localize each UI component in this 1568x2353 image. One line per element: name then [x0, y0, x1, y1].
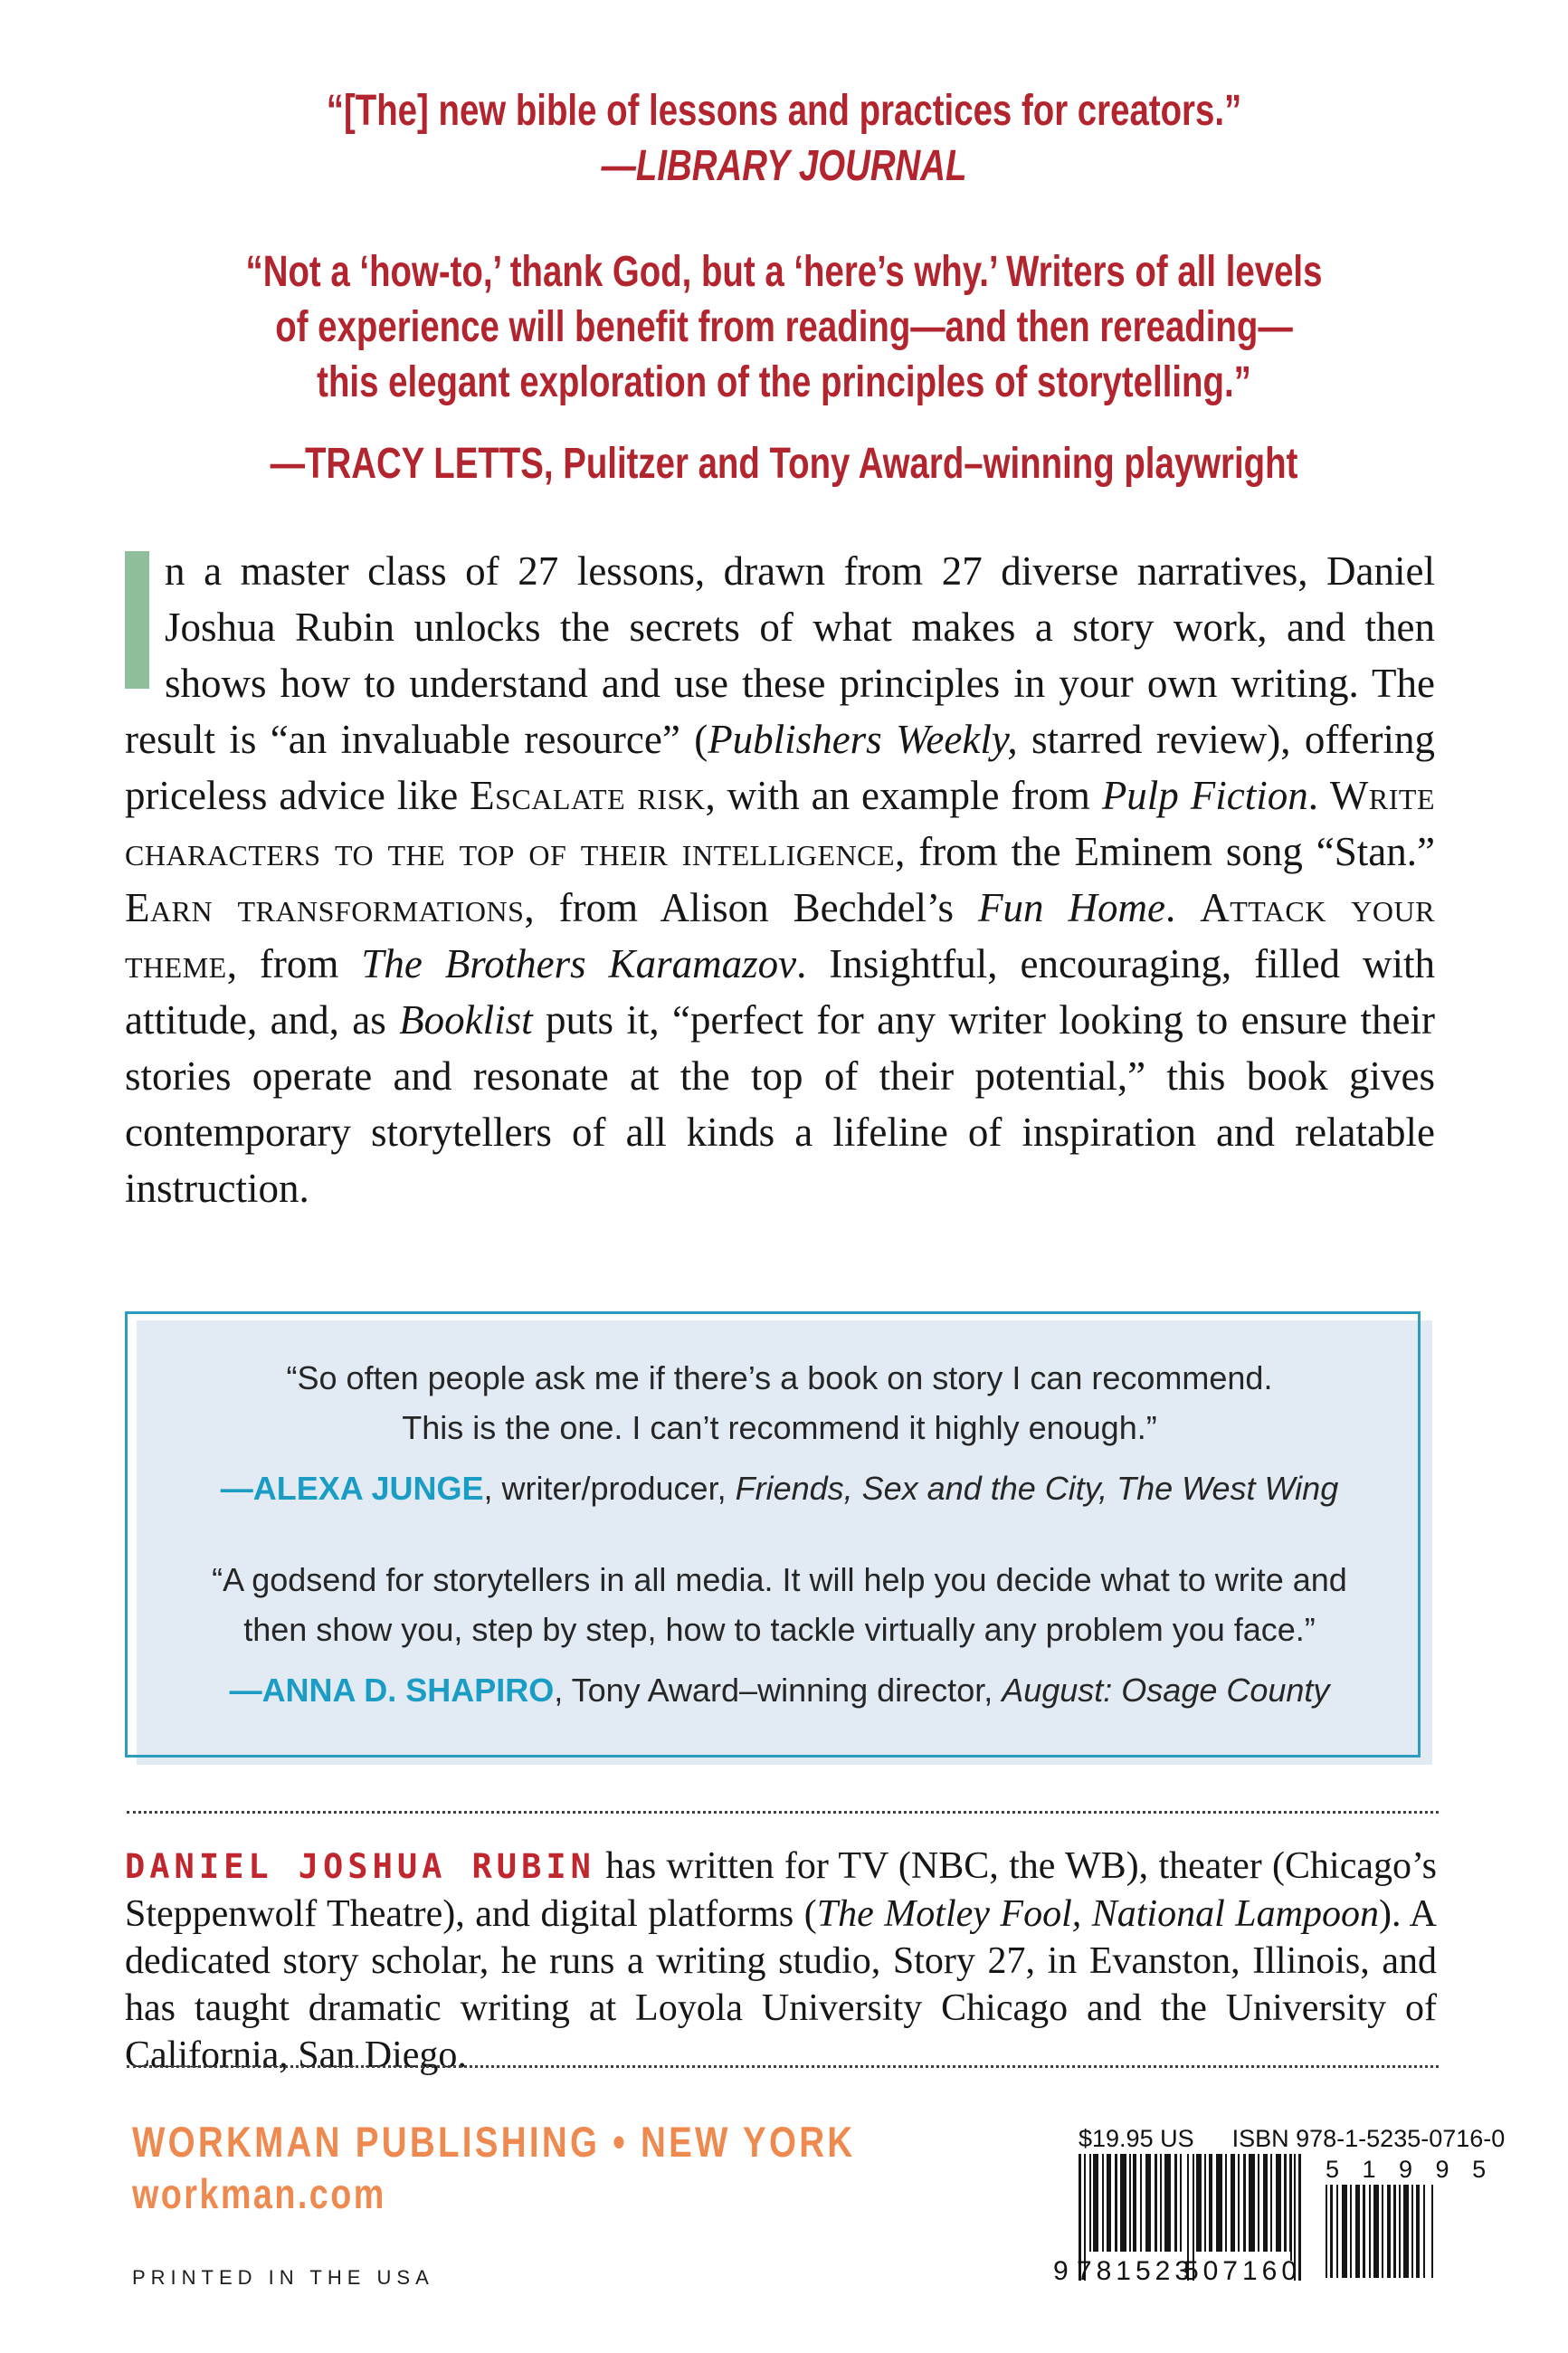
- price-label: $19.95 US: [1079, 2125, 1194, 2152]
- description-text: starred review), offering priceless advice like: [125, 717, 1435, 818]
- quote2-line: of experience will benefit from reading—and then rereading—: [275, 303, 1293, 351]
- barcode-digits-left: 781523: [1076, 2256, 1195, 2282]
- dotted-divider: [127, 1811, 1439, 1814]
- description-text: , from the Eminem song “Stan.”: [895, 829, 1435, 874]
- endorsement-box-content: [143, 1311, 1416, 1715]
- endorser-name: —ANNA D. SHAPIRO: [229, 1672, 555, 1709]
- description-text: .: [1165, 885, 1201, 930]
- barcode-digits-right: 507160: [1183, 2256, 1302, 2282]
- description-text: Publishers Weekly,: [708, 717, 1018, 762]
- quote1-attribution: —LIBRARY JOURNAL: [601, 142, 967, 190]
- publisher-website: workman.com: [132, 2170, 386, 2217]
- author-name: DANIEL JOSHUA RUBIN: [125, 1847, 595, 1886]
- quote1-line: “[The] new bible of lessons and practices for creators.”: [326, 87, 1242, 135]
- endorsement-quote-line: then show you, step by step, how to tackle virtually any problem you face.”: [243, 1611, 1316, 1648]
- author-bio: [125, 1843, 1437, 2079]
- description-principle: Escalate risk: [470, 773, 706, 818]
- endorsement-quote-line: This is the one. I can’t recommend it highly enough.”: [402, 1409, 1157, 1446]
- addon-digits: 5 1 9 9 5: [1326, 2156, 1495, 2183]
- description-principle: Earn transformations: [125, 885, 525, 930]
- book-description: [125, 543, 1435, 1216]
- endorsement-box: [125, 1311, 1434, 1765]
- quote2-line: this elegant exploration of the principles of storytelling.”: [317, 358, 1251, 406]
- publisher-line: WORKMAN PUBLISHING • NEW YORK: [132, 2118, 856, 2166]
- endorser-credits: August: Osage County: [1002, 1672, 1330, 1709]
- dropcap-i-bar: [125, 551, 149, 689]
- endorsement-attribution: [143, 1463, 1416, 1513]
- endorser-credits: Friends, Sex and the City, The West Wing: [735, 1470, 1339, 1507]
- endorsement-quote-line: “A godsend for storytellers in all media. It will help you decide what to write and: [212, 1561, 1347, 1598]
- description-text: , from: [226, 941, 362, 986]
- spacer: [157, 194, 1411, 244]
- description-principle: Attack your theme: [125, 885, 1435, 986]
- printed-in-usa-label: PRINTED IN THE USA: [132, 2266, 434, 2289]
- description-text: n a master class of 27 lessons, drawn from 27 diverse narratives, Daniel Joshua Rubin unlocks the secrets of what makes a story work, and then shows how to understand and use these principles in your own writing. The result is “an invaluable resource” (: [125, 548, 1435, 762]
- quote2-attribution: —TRACY LETTS, Pulitzer and Tony Award–winning playwright: [270, 440, 1298, 488]
- barcode-bars: [1051, 2154, 1305, 2282]
- description-text: , from Alison Bechdel’s: [524, 885, 979, 930]
- dotted-divider: [127, 2065, 1439, 2068]
- endorser-name: —ALEXA JUNGE: [220, 1470, 484, 1507]
- description-text: , with an example from: [705, 773, 1102, 818]
- description-text: puts it, “perfect for any writer looking to ensure their stories operate and resonate at the top of their potential,” this book gives contemporary storytellers of all kinds a lifeline of inspiration and relatable instruction.: [125, 997, 1435, 1211]
- isbn-label: ISBN 978-1-5235-0716-0: [1231, 2125, 1506, 2152]
- description-text: Booklist: [399, 997, 533, 1043]
- description-text: Fun Home: [978, 885, 1165, 930]
- bio-text: has written for TV (NBC, the WB), theater (Chicago’s Steppenwolf Theatre), and digital platforms (: [125, 1845, 1437, 1935]
- endorsement-quote-line: “So often people ask me if there’s a book on story I can recommend.: [286, 1359, 1273, 1396]
- addon-bars: [1326, 2185, 1434, 2278]
- top-review-quotes: [157, 83, 1411, 491]
- description-text: The Brothers Karamazov: [361, 941, 797, 986]
- description-text: .: [1307, 773, 1330, 818]
- price-isbn-line: [1079, 2125, 1505, 2153]
- isbn-barcode: [1051, 2154, 1305, 2282]
- description-text: . Insightful, encouraging, filled with attitude, and, as: [125, 941, 1435, 1043]
- endorser-role: , writer/producer,: [483, 1470, 736, 1507]
- quote2-line: “Not a ‘how-to,’ thank God, but a ‘here’s why.’ Writers of all levels: [245, 248, 1323, 296]
- description-text: Pulp Fiction: [1101, 773, 1308, 818]
- description-principle: Write characters to the top of their intelligence: [125, 773, 1435, 874]
- bio-text: The Motley Fool, National Lampoon: [816, 1893, 1379, 1935]
- endorsement-attribution: [143, 1665, 1416, 1715]
- barcode-lead-digit: 9: [1053, 2256, 1069, 2282]
- bio-text: ). A dedicated story scholar, he runs a writing studio, Story 27, in Evanston, Illinois, and has taught dramatic writing at Loyola University Chicago and the University of California, San Diego.: [125, 1893, 1438, 2076]
- price-addon-barcode: [1326, 2156, 1495, 2278]
- endorser-role: , Tony Award–winning director,: [554, 1672, 1003, 1709]
